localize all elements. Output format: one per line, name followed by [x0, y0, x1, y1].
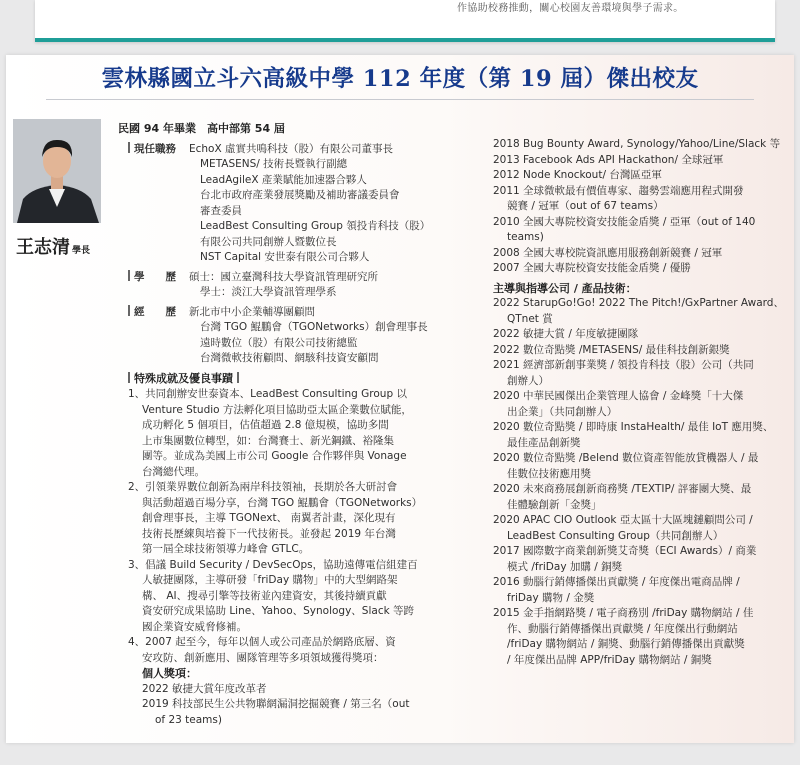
experience-line: 遠時數位（股）有限公司技術總監 [200, 336, 358, 349]
achievement-line: 構、 AI、搜尋引擎等技術並內建資安，其後持續貢獻 [142, 589, 387, 602]
experience-line: 台灣 TGO 鯤鵬會（TGONetworks）創會理事長 [200, 321, 428, 333]
alumni-name [16, 233, 90, 259]
company-award-line: 作、動腦行銷傳播傑出貢獻獎 / 年度傑出行動網站 [507, 622, 738, 635]
company-award-line: 2017 國際數字商業創新獎艾奇獎（ECI Awards）/ 商業 [493, 545, 757, 557]
education-section [118, 270, 458, 301]
company-award-line: QTnet 賞 [507, 312, 553, 325]
company-award-line: 2020 未來商務展創新商務獎 /TEXTIP/ 評審團大獎、最 [493, 483, 752, 495]
achievement-line: 國企業資安威脅修補。 [142, 620, 247, 633]
company-award-line: 佳數位技術應用獎 [507, 467, 591, 480]
company-award-line: 2022 數位奇點獎 /METASENS/ 最佳科技創新銀獎 [493, 343, 730, 356]
achievements-label: 特殊成就及優良事蹟 [134, 371, 233, 385]
company-award-line: 最佳產品創新獎 [507, 436, 581, 449]
company-award-line: 佳體驗創新「金獎」 [507, 498, 602, 511]
achievement-line: 創會理事長，主導 TGONext、 南翼者計畫，深化現有 [142, 512, 396, 524]
experience-line: 台灣微軟技術顧問、網駭科技資安顧問 [200, 352, 379, 364]
achievement-line: 台灣總代理。 [142, 465, 205, 478]
company-award-line: 2022 StarupGo!Go! 2022 The Pitch!/GxPartner Award、 [493, 297, 784, 309]
section-bar [128, 305, 130, 316]
achievement-line: 4、2007 起至今，每年以個人或公司產品於網路底層、資 [128, 636, 396, 648]
company-award-line: 出企業」（共同創辦人） [507, 405, 618, 418]
achievement-line: Venture Studio 方法孵化項目協助亞太區企業數位賦能， [142, 403, 412, 416]
personal-award-line: 2019 科技部民生公共物聯網漏洞挖掘競賽 / 第三名（out [142, 698, 410, 710]
achievements-section [118, 371, 458, 729]
achievement-item [128, 635, 458, 666]
company-award-line: 2021 經濟部新創事業獎 / 領投肯科技（股）公司（共同 [493, 359, 754, 371]
award-line: 2010 全國大專院校資安技能金盾獎 / 亞軍（out of 140 [493, 215, 756, 228]
achievement-item [128, 387, 458, 480]
award-line: 2018 Bug Bounty Award, Synology/Yahoo/Line/Slack 等 [493, 138, 781, 150]
achievement-line: 第一屆全球技術領導力峰會 GTLC。 [142, 543, 310, 555]
award-line: 2012 Node Knockout/ 台灣區亞軍 [493, 169, 662, 181]
company-award-line: 2020 中華民國傑出企業管理人協會 / 金峰獎「十大傑 [493, 390, 744, 402]
company-award-line: friDay 購物 / 金獎 [507, 591, 595, 604]
personal-award-line: 2022 敏捷大賞年度改革者 [142, 682, 267, 695]
current-position-line: METASENS/ 技術長暨執行副總 [200, 158, 348, 170]
achievement-item [128, 480, 458, 558]
title-divider [46, 99, 754, 100]
achievement-line: 3、倡議 Build Security / DevSecOps，協助遠傳電信組建百 [128, 558, 418, 571]
achievement-line: 人敏捷團隊，主導研發「friDay 購物」中的大型網路架 [142, 574, 398, 586]
achievement-line: 2、引領業界數位創新為兩岸科技領袖，長期於各大研討會 [128, 481, 398, 493]
company-award-line: 2020 數位奇點獎 /Belend 數位資產智能放貸機器人 / 最 [493, 452, 759, 464]
current-position-line: 台北市政府產業發展獎勵及補助審議委員會 [200, 189, 400, 201]
alumni-name-text: 王志清 [16, 237, 70, 258]
award-line: 競賽 / 冠軍（out of 67 teams） [507, 200, 664, 212]
current-positions-label: 現任職務 [134, 142, 176, 155]
award-line: 2013 Facebook Ads API Hackathon/ 全球冠軍 [493, 153, 724, 166]
achievement-line: 安攻防、創新應用、團隊管理等多項領域獲得獎項： [142, 651, 384, 664]
left-column [118, 121, 458, 728]
previous-page-strip [35, 0, 775, 42]
company-award-line: 創辦人） [507, 374, 549, 387]
education-line: 碩士：國立臺灣科技大學資訊管理研究所 [189, 270, 378, 283]
graduation-info: 民國 94 年畢業 高中部第 54 屆 [118, 122, 285, 135]
company-award-line: 模式 /friDay 加購 / 銅獎 [507, 560, 623, 573]
award-line: 2008 全國大專校院資訊應用服務創新競賽 / 冠軍 [493, 246, 723, 259]
current-position-line: 有限公司共同創辦人暨數位長 [200, 235, 337, 248]
company-award-line: 2020 數位奇點獎 / 即時康 InstaHealth/ 最佳 IoT 應用獎、 [493, 421, 774, 433]
alumni-page [6, 55, 794, 743]
personal-award-line: of 23 teams) [155, 713, 222, 726]
alumni-name-suffix: 學長 [72, 246, 91, 256]
current-position-line: 審查委員 [200, 204, 242, 217]
section-bar [128, 270, 130, 281]
right-column [493, 137, 788, 668]
achievement-line: 團等。並成為美國上市公司 Google 合作夥伴與 Vonage [142, 450, 407, 462]
experience-line: 新北市中小企業輔導團顧問 [189, 305, 315, 318]
award-line: teams) [507, 231, 544, 243]
company-award-line: / 年度傑出品牌 APP/friDay 購物網站 / 銅獎 [507, 653, 712, 666]
achievement-line: 資安研究成果協助 Line、Yahoo、Synology、Slack 等跨 [142, 605, 415, 617]
company-awards-label: 主導與指導公司 / 產品技術： [493, 281, 637, 295]
company-award-line: 2022 敏捷大賞 / 年度敏捷團隊 [493, 328, 639, 340]
company-award-line: 2016 動腦行銷傳播傑出貢獻獎 / 年度傑出電商品牌 / [493, 576, 740, 588]
page-title: 雲林縣國立斗六高級中學 112 年度（第 19 屆）傑出校友 [101, 66, 699, 92]
company-award-line: 2020 APAC CIO Outlook 亞太區十大區塊鏈顧問公司 / [493, 514, 753, 526]
experience-label: 經 歷 [134, 305, 176, 318]
education-label: 學 歷 [134, 270, 176, 283]
current-positions-section [118, 142, 458, 266]
current-position-line: LeadBest Consulting Group 領投肯科技（股） [200, 220, 431, 232]
previous-page-text: 作協助校務推動，關心校園友善環境與學子需求。 [457, 3, 684, 14]
company-award-line: LeadBest Consulting Group（共同創辦人） [507, 529, 724, 542]
current-position-line: EchoX 虛實共鳴科技（股）有限公司董事長 [189, 142, 394, 155]
section-bar [128, 372, 130, 383]
current-position-line: LeadAgileX 產業賦能加速器合夥人 [200, 173, 367, 186]
achievement-line: 1、共同創辦安世泰資本、LeadBest Consulting Group 以 [128, 388, 407, 400]
award-line: 2011 全球微軟最有價值專家、趨勢雲端應用程式開發 [493, 184, 744, 197]
achievement-line: 與活動超過百場分享，台灣 TGO 鯤鵬會（TGONetworks） [142, 496, 423, 509]
education-line: 學士：淡江大學資訊管理學系 [200, 286, 337, 298]
portrait-photo [13, 119, 101, 223]
personal-awards-label: 個人獎項： [142, 667, 197, 680]
achievement-line: 上市集團數位轉型，如：台灣賽士、新光鋼鐵、裕隆集 [142, 434, 394, 447]
company-award-line: 2015 金手指網路獎 / 電子商務別 /friDay 購物網站 / 佳 [493, 607, 754, 619]
company-award-line: /friDay 購物網站 / 銅獎、動腦行銷傳播傑出貢獻獎 [507, 638, 745, 650]
section-bar [128, 142, 130, 153]
achievement-line: 技術長歷練與培養下一代技術長。並發起 2019 年台灣 [142, 527, 396, 540]
award-line: 2007 全國大專院校資安技能金盾獎 / 優勝 [493, 262, 691, 274]
section-bar [237, 372, 239, 383]
current-position-line: NST Capital 安世泰有限公司合夥人 [200, 251, 370, 263]
achievement-item [128, 558, 458, 636]
achievement-line: 成功孵化 5 個項目，估值超過 2.8 億規模，協助多間 [142, 419, 389, 431]
experience-section [118, 305, 458, 367]
